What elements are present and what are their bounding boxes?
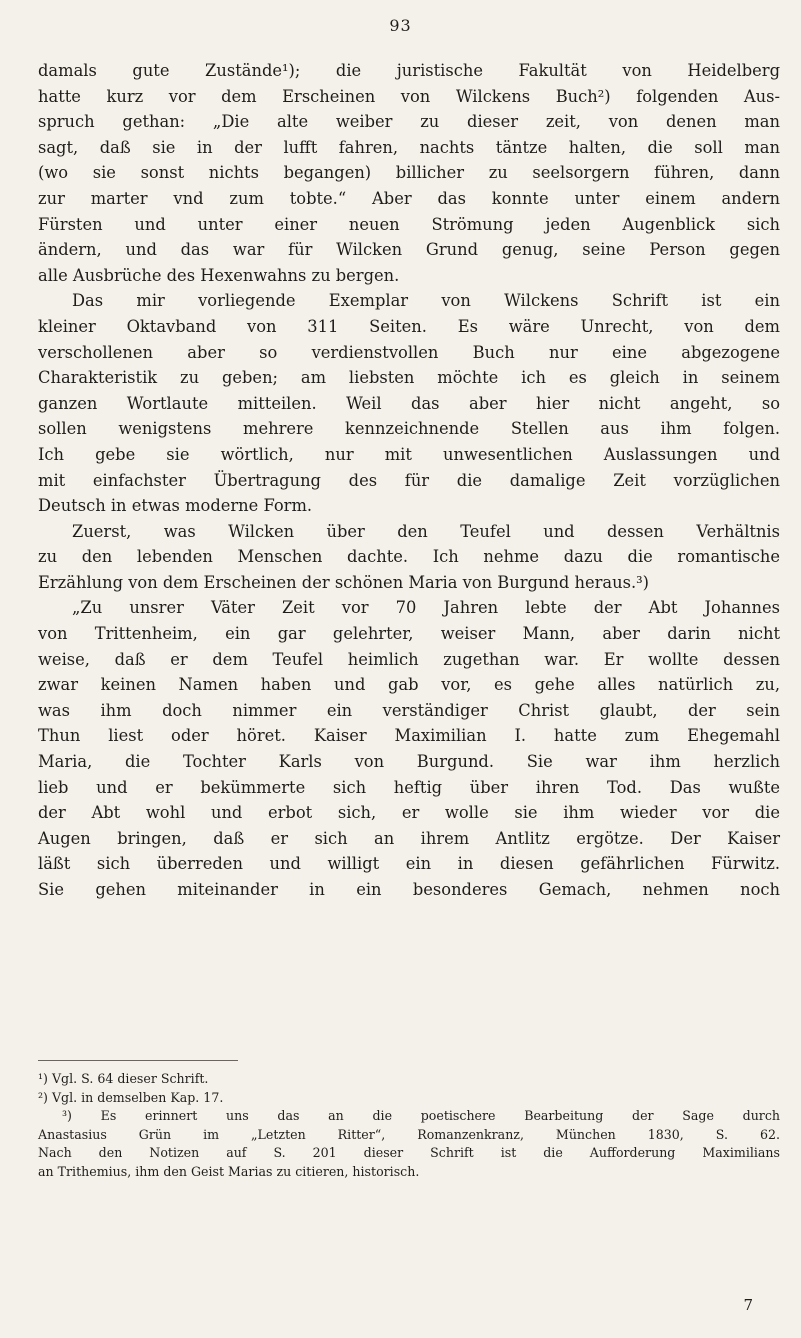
text-line: Augen bringen, daß er sich an ihrem Antlitz ergötze. Der Kaiser: [38, 828, 780, 848]
text-line: Deutsch in etwas moderne Form.: [38, 496, 313, 516]
signature-mark: 7: [743, 1296, 753, 1314]
text-line: zur marter vnd zum tobte.“ Aber das konnte unter einem andern: [38, 188, 780, 208]
text-line: Das mir vorliegende Exemplar von Wilckens Schrift ist ein: [72, 291, 780, 311]
text-line: Zuerst, was Wilcken über den Teufel und dessen Verhältnis: [72, 521, 780, 541]
footnote: ²) Vgl. in demselben Kap. 17.: [38, 1089, 224, 1105]
text-line: was ihm doch nimmer ein verständiger Christ glaubt, der sein: [38, 700, 780, 720]
text-line: läßt sich überreden und willigt ein in diesen gefährlichen Fürwitz.: [38, 854, 780, 874]
text-line: „Zu unsrer Väter Zeit vor 70 Jahren lebte der Abt Johannes: [72, 598, 780, 618]
text-line: verschollenen aber so verdienstvollen Buch nur eine abgezogene: [38, 342, 780, 362]
text-line: alle Ausbrüche des Hexenwahns zu bergen.: [38, 265, 400, 285]
text-line: mit einfachster Übertragung des für die damalige Zeit vorzüglichen: [38, 470, 780, 490]
text-line: lieb und er bekümmerte sich heftig über ihren Tod. Das wußte: [38, 777, 780, 797]
text-line: weise, daß er dem Teufel heimlich zugethan war. Er wollte dessen: [38, 649, 780, 669]
text-line: Fürsten und unter einer neuen Strömung jeden Augenblick sich: [38, 214, 780, 234]
text-line: Ich gebe sie wörtlich, nur mit unwesentlichen Auslassungen und: [38, 444, 780, 464]
text-line: hatte kurz vor dem Erscheinen von Wilckens Buch²) folgenden Aus-: [38, 86, 780, 106]
text-line: kleiner Oktavband von 311 Seiten. Es wäre Unrecht, von dem: [38, 316, 780, 336]
footnote: Nach den Notizen auf S. 201 dieser Schrift ist die Aufforderung Maximilians: [38, 1145, 780, 1161]
body-text: [38, 58, 780, 903]
footnote: Anastasius Grün im „Letzten Ritter“, Romanzenkranz, München 1830, S. 62.: [38, 1126, 780, 1142]
text-line: zwar keinen Namen haben und gab vor, es gehe alles natürlich zu,: [38, 675, 780, 695]
text-line: Sie gehen miteinander in ein besonderes Gemach, nehmen noch: [38, 880, 780, 899]
text-line: (wo sie sonst nichts begangen) billicher zu seelsorgern führen, dann: [38, 163, 780, 183]
text-line: Charakteristik zu geben; am liebsten möchte ich es gleich in seinem: [38, 368, 780, 388]
footnote: ³) Es erinnert uns das an die poetischere Bearbeitung der Sage durch: [62, 1108, 780, 1124]
text-line: sollen wenigstens mehrere kennzeichnende Stellen aus ihm folgen.: [38, 419, 780, 439]
footnotes: [38, 1070, 780, 1182]
text-line: damals gute Zustände¹); die juristische Fakultät von Heidelberg: [38, 61, 780, 80]
text-line: ganzen Wortlaute mitteilen. Weil das aber hier nicht angeht, so: [38, 393, 780, 413]
text-line: Erzählung von dem Erscheinen der schönen Maria von Burgund heraus.³): [38, 572, 649, 592]
text-line: sagt, daß sie in der lufft fahren, nachts täntze halten, die soll man: [38, 137, 780, 157]
footnote-divider: [38, 1060, 238, 1061]
footnote: ¹) Vgl. S. 64 dieser Schrift.: [38, 1071, 209, 1086]
text-line: von Trittenheim, ein gar gelehrter, weiser Mann, aber darin nicht: [38, 624, 780, 644]
text-line: Maria, die Tochter Karls von Burgund. Sie war ihm herzlich: [38, 752, 780, 772]
text-line: spruch gethan: „Die alte weiber zu dieser zeit, von denen man: [38, 112, 780, 132]
text-line: ändern, und das war für Wilcken Grund genug, seine Person gegen: [38, 240, 780, 260]
page-number: 93: [389, 16, 412, 35]
footnote: an Trithemius, ihm den Geist Marias zu citieren, historisch.: [38, 1163, 420, 1179]
text-line: der Abt wohl und erbot sich, er wolle sie ihm wieder vor die: [38, 803, 780, 823]
text-line: Thun liest oder höret. Kaiser Maximilian I. hatte zum Ehegemahl: [38, 726, 780, 746]
text-line: zu den lebenden Menschen dachte. Ich nehme dazu die romantische: [38, 547, 780, 567]
